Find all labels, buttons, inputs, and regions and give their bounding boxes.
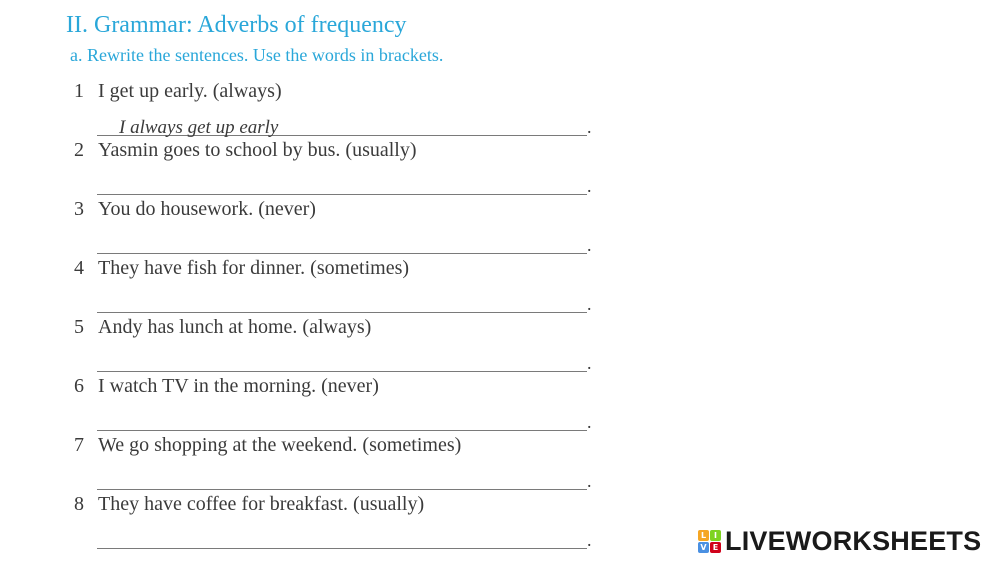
line-end-period: .	[587, 471, 592, 491]
item-prompt: They have coffee for breakfast. (usually)	[98, 493, 425, 515]
instruction-text: a. Rewrite the sentences. Use the words in brackets.	[70, 45, 444, 65]
answer-field[interactable]	[97, 174, 587, 195]
line-end-period: .	[587, 294, 592, 314]
line-end-period: .	[587, 176, 592, 196]
logo-letter: L	[698, 530, 709, 541]
answer-field[interactable]	[97, 233, 587, 254]
item-number: 5	[74, 316, 84, 338]
exercise-item-6	[0, 375, 620, 433]
page-title: II. Grammar: Adverbs of frequency	[66, 12, 407, 38]
logo-letter: I	[710, 530, 721, 541]
answer-field[interactable]	[97, 528, 587, 549]
item-number: 3	[74, 198, 84, 220]
exercise-item-7	[0, 434, 620, 492]
item-number: 1	[74, 80, 84, 102]
answer-field[interactable]	[97, 292, 587, 313]
line-end-period: .	[587, 117, 592, 137]
logo-letter: E	[710, 542, 721, 553]
liveworksheets-logo-icon	[698, 530, 721, 553]
item-number: 2	[74, 139, 84, 161]
answer-field[interactable]	[97, 115, 587, 136]
item-prompt: Andy has lunch at home. (always)	[98, 316, 372, 338]
item-number: 8	[74, 493, 84, 515]
answer-field[interactable]	[97, 469, 587, 490]
exercise-item-8	[0, 493, 620, 551]
exercise-item-3	[0, 198, 620, 256]
line-end-period: .	[587, 412, 592, 432]
logo-letter: V	[698, 542, 709, 553]
exercise-item-1	[0, 80, 620, 138]
item-number: 7	[74, 434, 84, 456]
item-number: 4	[74, 257, 84, 279]
line-end-period: .	[587, 530, 592, 550]
item-prompt: Yasmin goes to school by bus. (usually)	[98, 139, 417, 161]
answer-field[interactable]	[97, 351, 587, 372]
item-prompt: They have fish for dinner. (sometimes)	[98, 257, 410, 279]
logo-text: LIVEWORKSHEETS	[725, 525, 982, 556]
item-prompt: We go shopping at the weekend. (sometimes)	[98, 434, 462, 456]
item-number: 6	[74, 375, 84, 397]
line-end-period: .	[587, 235, 592, 255]
answer-text: I always get up early	[119, 117, 279, 138]
line-end-period: .	[587, 353, 592, 373]
liveworksheets-logo	[698, 526, 981, 556]
answer-field[interactable]	[97, 410, 587, 431]
item-prompt: You do housework. (never)	[98, 198, 316, 220]
exercise-item-5	[0, 316, 620, 374]
exercise-item-2	[0, 139, 620, 197]
item-prompt: I get up early. (always)	[98, 80, 282, 102]
exercise-item-4	[0, 257, 620, 315]
item-prompt: I watch TV in the morning. (never)	[98, 375, 379, 397]
